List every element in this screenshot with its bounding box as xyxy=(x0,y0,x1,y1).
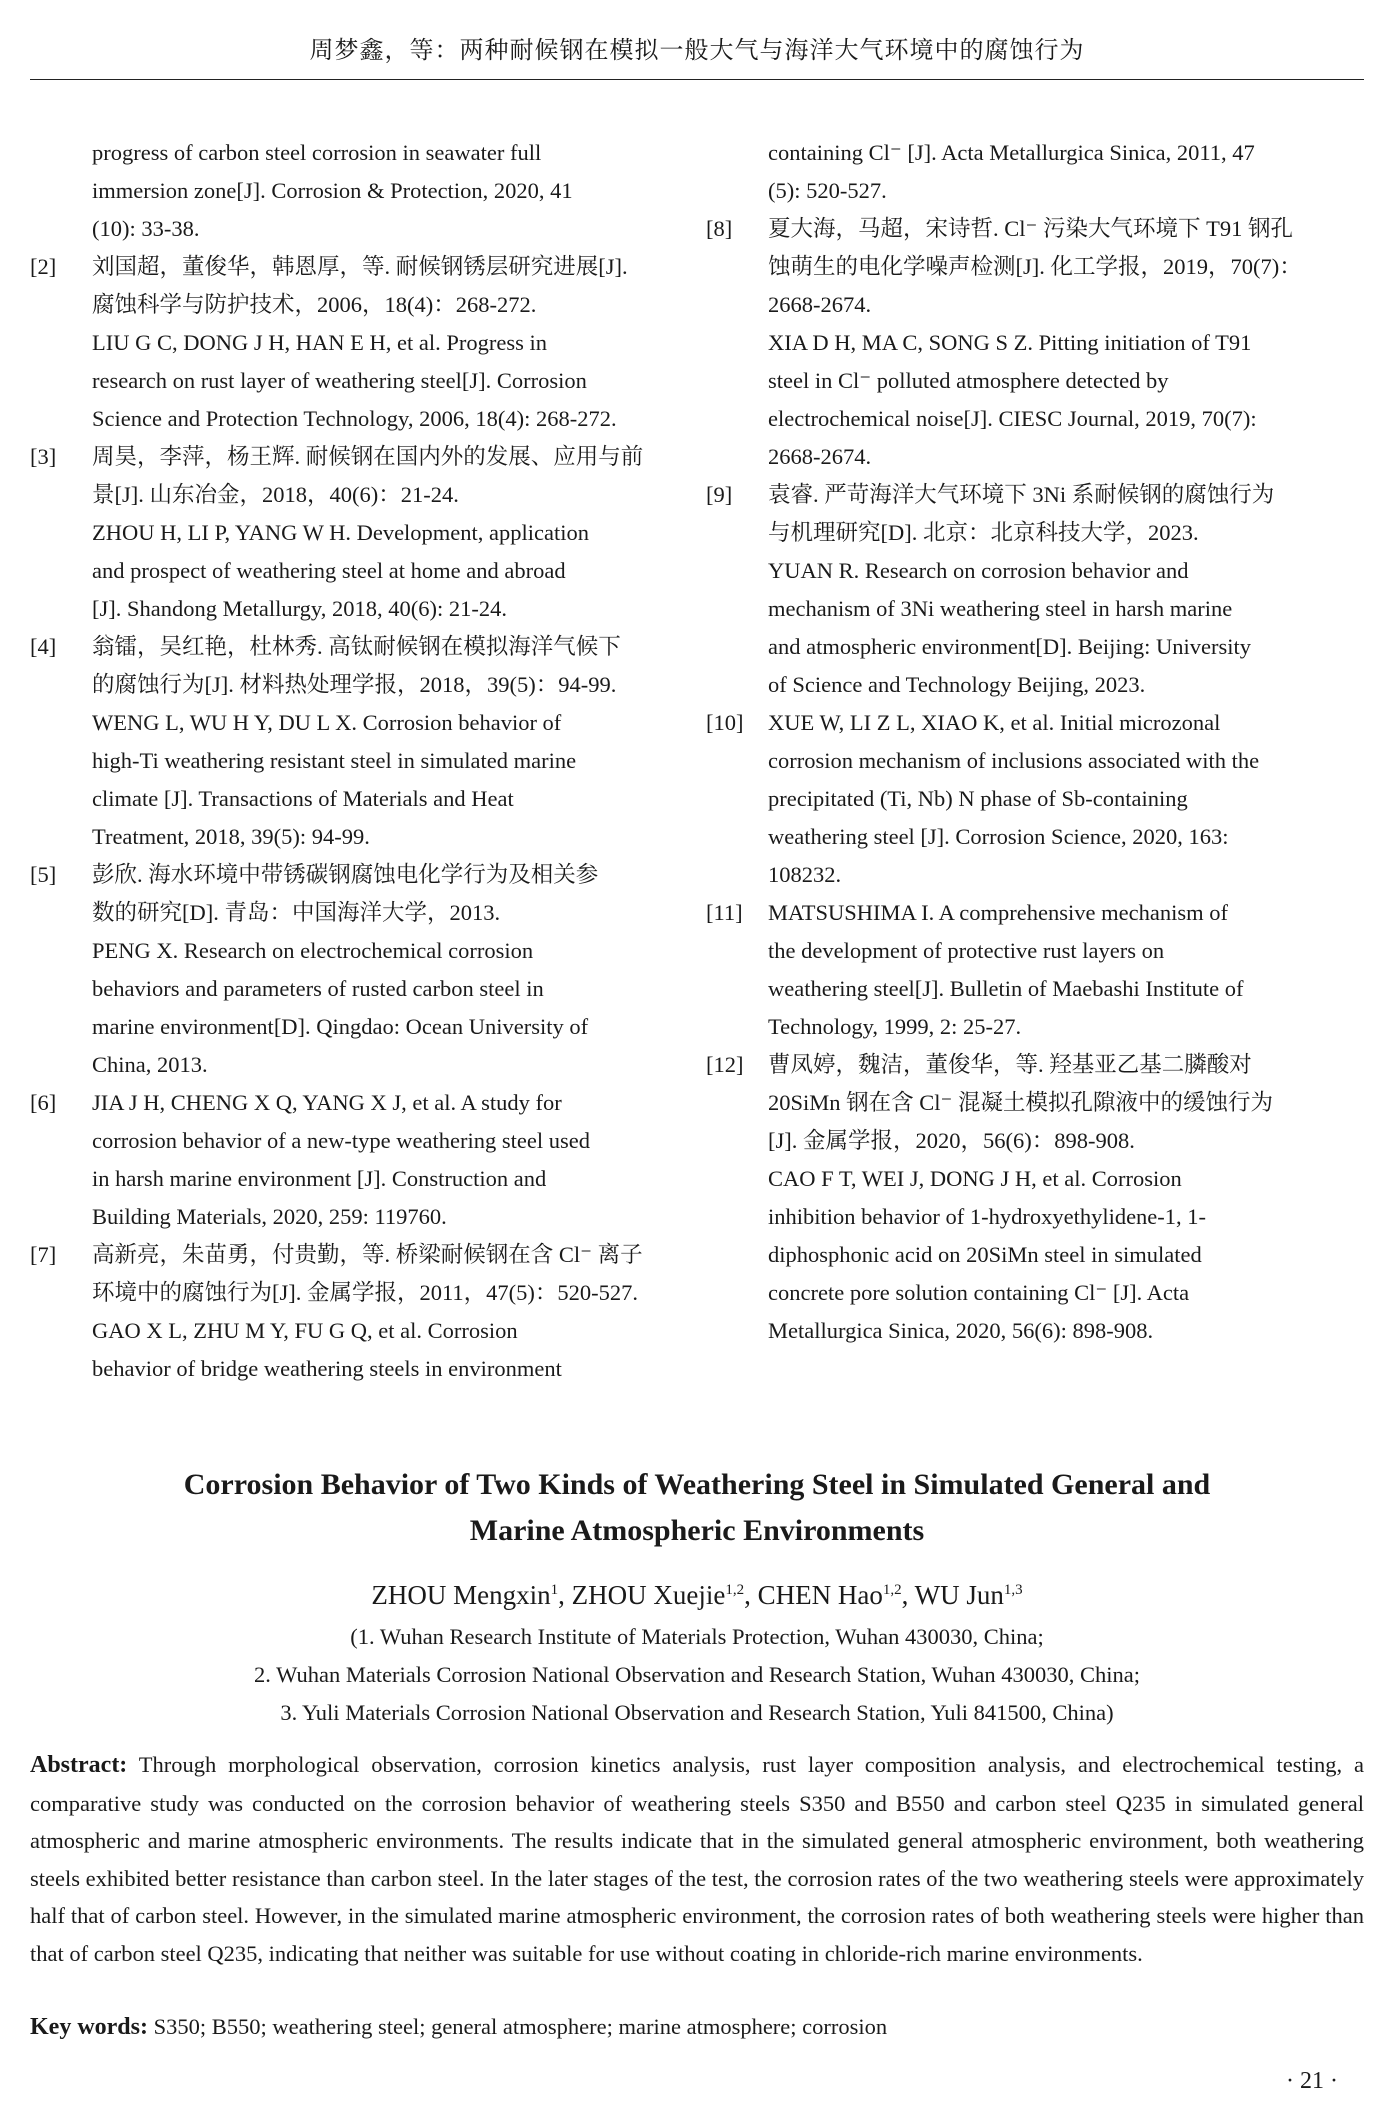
reference-2: [2] 刘国超，董俊华，韩恩厚，等. 耐候钢锈层研究进展[J]. 腐蚀科学与防护技术，2006，18(4)：268-272. LIU G C, DONG J H, HAN E H, et al. Progress in research on rust layer of weathering steel[J]. Corrosion Science and Protection Technology, 2006, 18(4): 268-272. xyxy=(30,254,628,431)
reference-10: [10] XUE W, LI Z L, XIAO K, et al. Initial microzonal corrosion mechanism of inclusions associated with the precipitated (Ti, Nb) N phase of Sb-containing weathering steel [J]. Corrosion Science, 2020, 163: 108232. xyxy=(706,710,1260,887)
keywords-label: Key words: xyxy=(30,2014,148,2040)
author-name: CHEN Hao xyxy=(757,1580,883,1610)
reference-continuation: containing Cl⁻ [J]. Acta Metallurgica Sinica, 2011, 47 (5): 520-527. xyxy=(768,140,1255,203)
affiliation-1: (1. Wuhan Research Institute of Materials Protection, Wuhan 430030, China; xyxy=(350,1624,1044,1649)
author-affiliation-mark: 1 xyxy=(550,1582,559,1598)
reference-8: [8] 夏大海，马超，宋诗哲. Cl⁻ 污染大气环境下 T91 钢孔 蚀萌生的电化学噪声检测[J]. 化工学报，2019，70(7)： 2668-2674. XIA D H, MA C, SONG S Z. Pitting initiation of T91 steel in Cl⁻ polluted atmosphere detected by electrochemical noise[J]. CIESC Journal, 2019, 70(7): 2668-2674. xyxy=(706,216,1302,469)
author-list: ZHOU Mengxin$^1$, ZHOU Xuejie$^{1,2}$, CHEN Hao$^{1,2}$, WU Jun$^{1,3}$ xyxy=(371,1580,1023,1610)
abstract-label: Abstract: xyxy=(30,1752,128,1778)
reference-column-left xyxy=(30,134,688,1388)
running-header xyxy=(30,30,1364,80)
reference-12: [12] 曹凤婷，魏洁，董俊华，等. 羟基亚乙基二膦酸对 20SiMn 钢在含 Cl⁻ 混凝土模拟孔隙液中的缓蚀行为 [J]. 金属学报，2020，56(6)：898-908. CAO F T, WEI J, DONG J H, et al. Corrosion inhibition behavior of 1-hydroxyethylidene-1, 1- diphosphonic acid on 20SiMn steel in simulated concrete pore solution containing Cl⁻ [J]. Acta Metallurgica Sinica, 2020, 56(6): 898-908. xyxy=(706,1052,1274,1343)
reference-list xyxy=(30,134,1364,1388)
author-name: ZHOU Mengxin xyxy=(371,1580,551,1610)
author-affiliation-mark: 1,2 xyxy=(725,1582,745,1598)
author-affiliation-mark: 1,3 xyxy=(1003,1582,1023,1598)
affiliations xyxy=(60,1618,1334,1732)
keywords xyxy=(30,2008,1364,2046)
reference-11: [11] MATSUSHIMA I. A comprehensive mechanism of the development of protective rust layers on weathering steel[J]. Bulletin of Maebashi Institute of Technology, 1999, 2: 25-27. xyxy=(706,900,1244,1039)
reference-7: [7] 高新亮，朱苗勇，付贵勤，等. 桥梁耐候钢在含 Cl⁻ 离子 环境中的腐蚀行为[J]. 金属学报，2011，47(5)：520-527. GAO X L, ZHU M Y, FU G Q, et al. Corrosion behavior of bridge weathering steels in environment xyxy=(30,1242,643,1381)
page-number: · 21 · xyxy=(1286,2068,1338,2094)
affiliation-3: 3. Yuli Materials Corrosion National Observation and Research Station, Yuli 841500, China) xyxy=(280,1700,1114,1725)
running-title: 周梦鑫，等：两种耐候钢在模拟一般大气与海洋大气环境中的腐蚀行为 xyxy=(309,38,1085,64)
abstract-text: Through morphological observation, corrosion kinetics analysis, rust layer composition analysis, and electrochemical testing, a comparative study was conducted on the corrosion behavior of weathering steels S350 and B550 and carbon steel Q235 in simulated general atmospheric and marine atmospheric environments. The results indicate that in the simulated general atmospheric environment, both weathering steels exhibited better resistance than carbon steel. In the later stages of the test, the corrosion rates of the two weathering steels were approximately half that of carbon steel. However, in the simulated marine atmospheric environment, the corrosion rates of both weathering steels were higher than that of carbon steel Q235, indicating that neither was suitable for use without coating in chloride-rich marine environments. xyxy=(30,1752,1364,1966)
reference-4: [4] 翁镭，吴红艳，杜林秀. 高钛耐候钢在模拟海洋气候下 的腐蚀行为[J]. 材料热处理学报，2018，39(5)：94-99. WENG L, WU H Y, DU L X. Corrosion behavior of high-Ti weathering resistant steel in simulated marine climate [J]. Transactions of Materials and Heat Treatment, 2018, 39(5): 94-99. xyxy=(30,634,621,849)
reference-9: [9] 袁睿. 严苛海洋大气环境下 3Ni 系耐候钢的腐蚀行为 与机理研究[D]. 北京：北京科技大学，2023. YUAN R. Research on corrosion behavior and mechanism of 3Ni weathering steel in harsh marine and atmospheric environment[D]. Beijing: University of Science and Technology Beijing, 2023. xyxy=(706,482,1275,697)
abstract xyxy=(30,1746,1364,1972)
reference-5: [5] 彭欣. 海水环境中带锈碳钢腐蚀电化学行为及相关参 数的研究[D]. 青岛：中国海洋大学，2013. PENG X. Research on electrochemical corrosion behaviors and parameters of rusted carbon steel in marine environment[D]. Qingdao: Ocean University of China, 2013. xyxy=(30,862,599,1077)
reference-6: [6] JIA J H, CHENG X Q, YANG X J, et al. A study for corrosion behavior of a new-type weathering steel used in harsh marine environment [J]. Construction and Building Materials, 2020, 259: 119760. xyxy=(30,1090,590,1229)
reference-continuation: progress of carbon steel corrosion in seawater full immersion zone[J]. Corrosion & Protection, 2020, 41 (10): 33-38. xyxy=(92,140,573,241)
keywords-text: S350; B550; weathering steel; general atmosphere; marine atmosphere; corrosion xyxy=(153,2014,888,2039)
author-affiliation-mark: 1,2 xyxy=(882,1582,902,1598)
author-name: ZHOU Xuejie xyxy=(571,1580,726,1610)
reference-3: [3] 周昊，李萍，杨王辉. 耐候钢在国内外的发展、应用与前 景[J]. 山东冶金，2018，40(6)：21-24. ZHOU H, LI P, YANG W H. Development, application and prospect of weathering steel at home and abroad [J]. Shandong Metallurgy, 2018, 40(6): 21-24. xyxy=(30,444,644,621)
affiliation-2: 2. Wuhan Materials Corrosion National Observation and Research Station, Wuhan 430030, China; xyxy=(254,1662,1140,1687)
author-name: WU Jun xyxy=(914,1580,1004,1610)
reference-column-right xyxy=(706,134,1364,1388)
english-title: Corrosion Behavior of Two Kinds of Weathering Steel in Simulated General and Marine Atmospheric Environments xyxy=(183,1468,1211,1547)
